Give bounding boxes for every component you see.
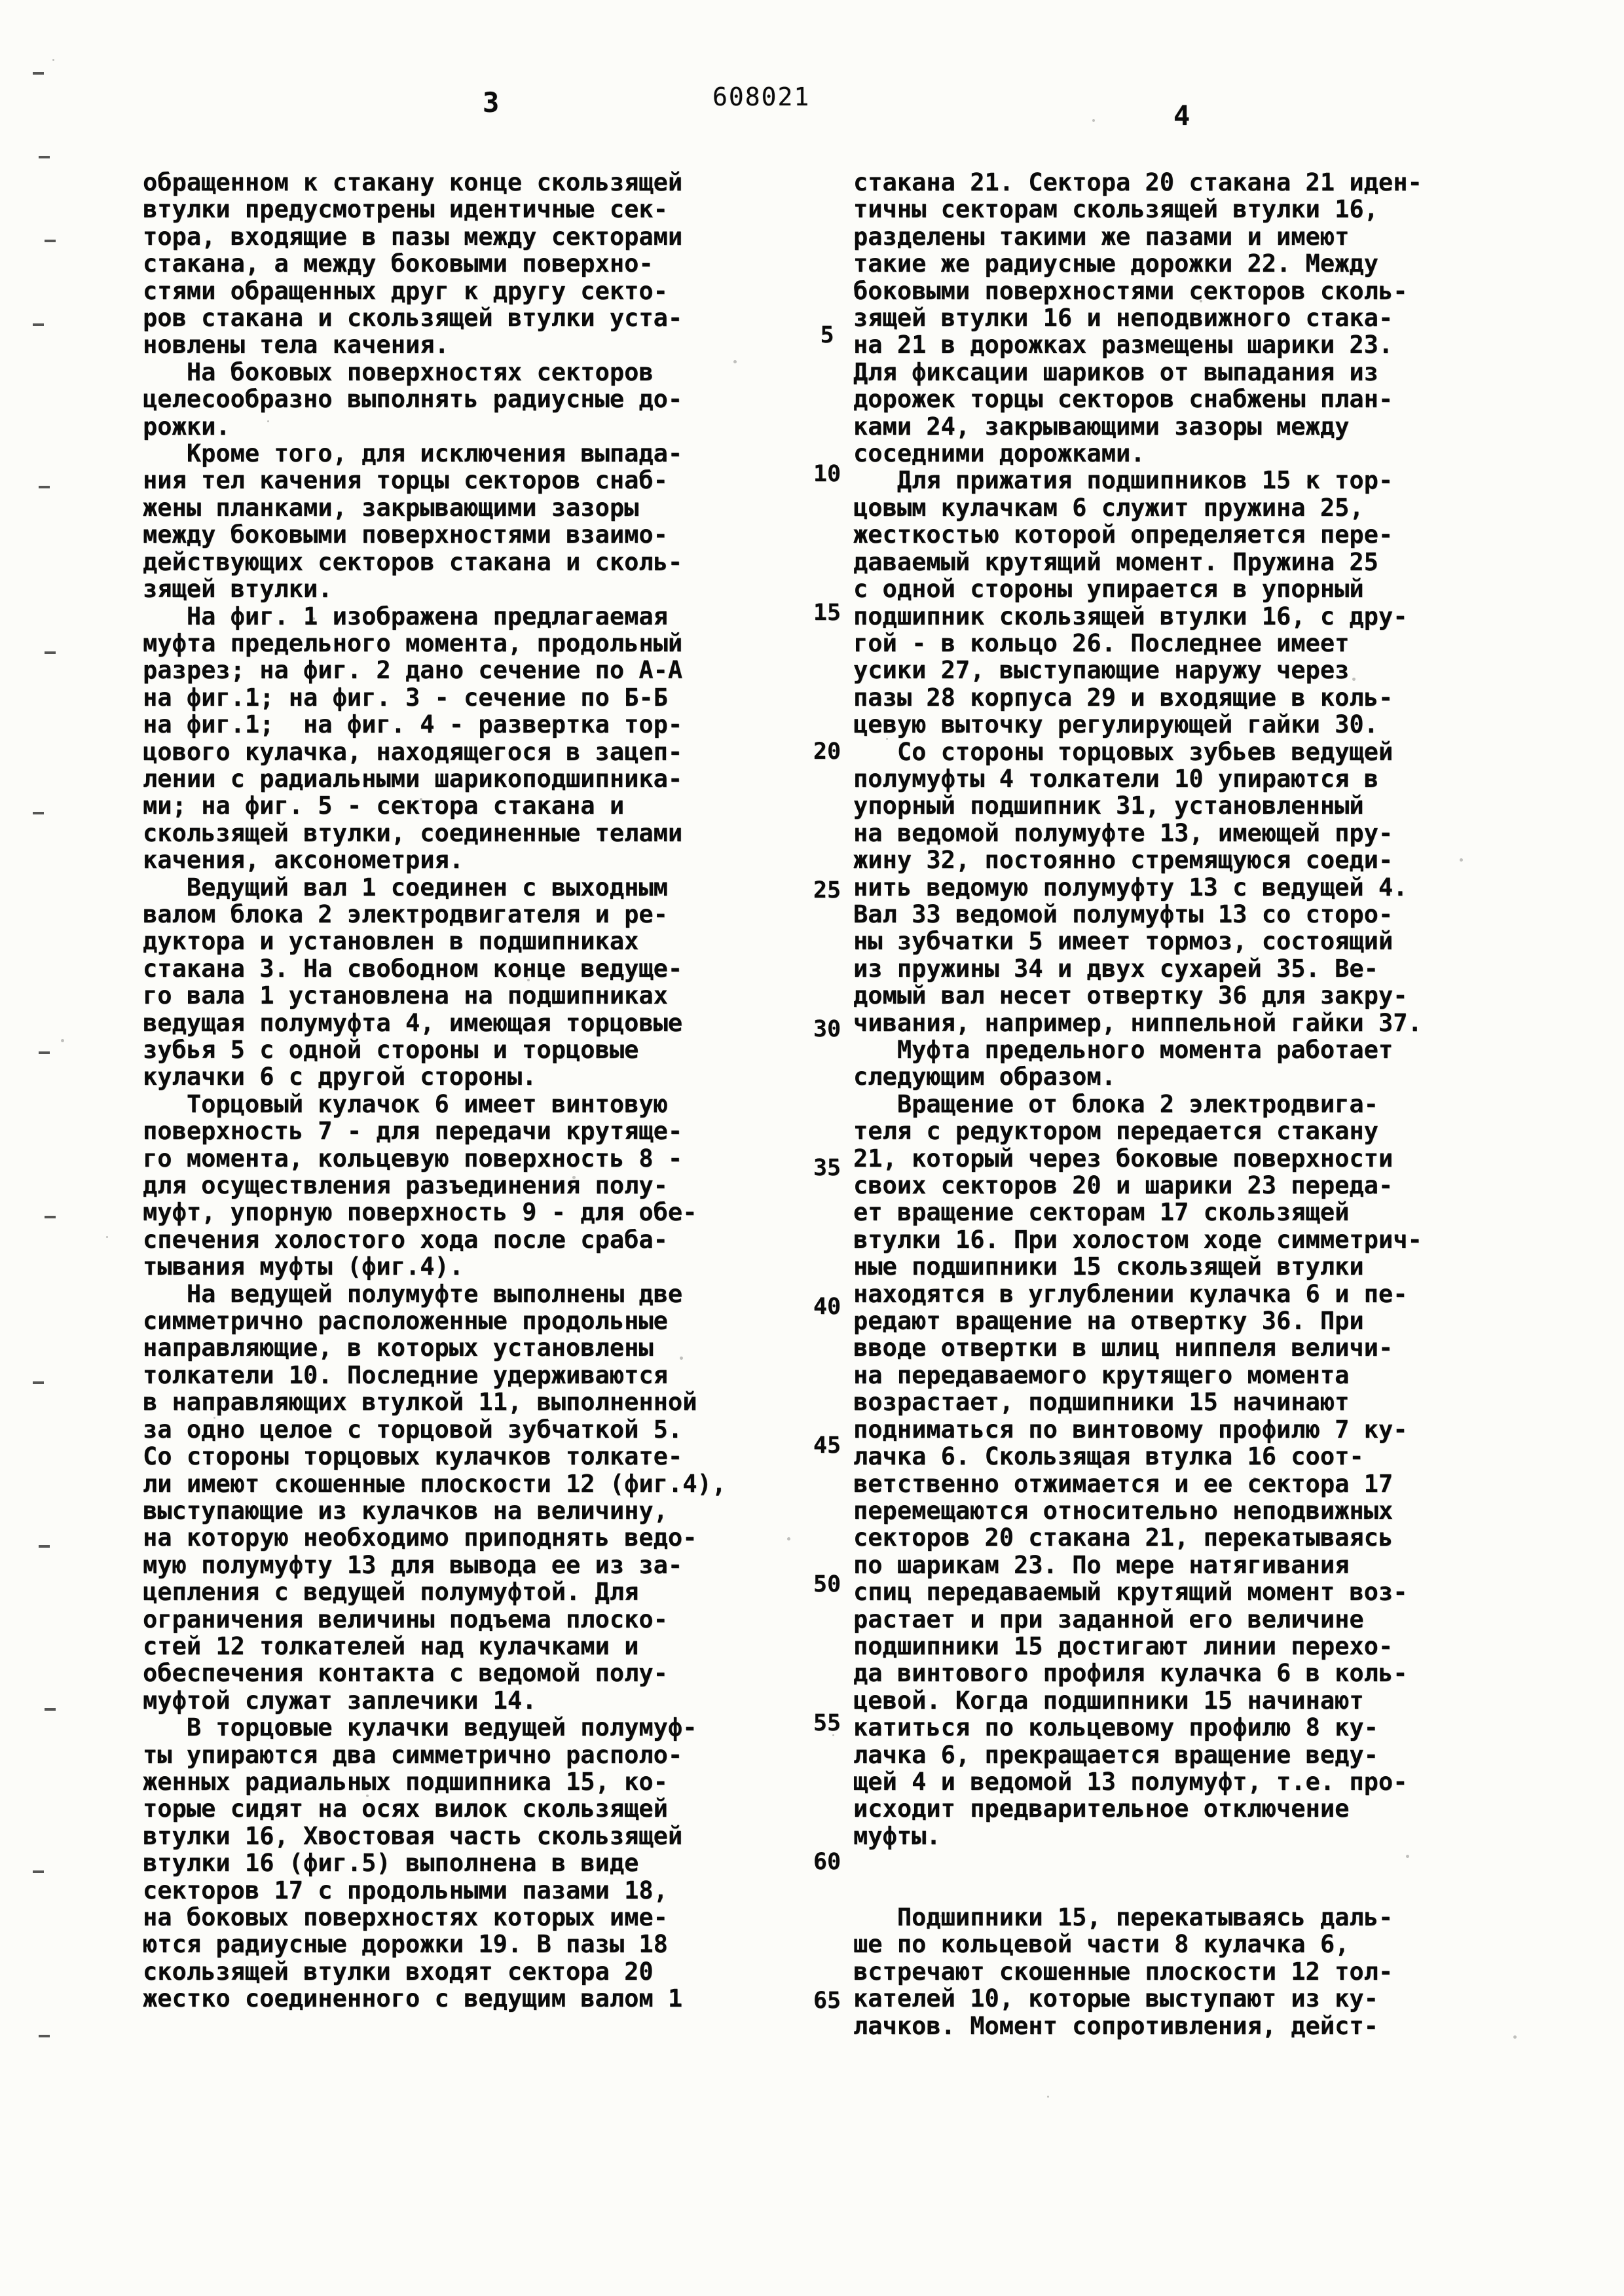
ink-speck bbox=[312, 617, 315, 620]
text-line: чивания, например, ниппельной гайки 37. bbox=[853, 1008, 1422, 1037]
text-line: кателей 10, которые выступают из ку- bbox=[853, 1984, 1378, 2013]
text-line: 21, который через боковые поверхности bbox=[853, 1144, 1393, 1173]
text-line: из пружины 34 и двух сухарей 35. Ве- bbox=[853, 954, 1378, 983]
text-line: перемещаются относительно неподвижных bbox=[853, 1496, 1393, 1525]
text-line: поверхность 7 - для передачи крутяще- bbox=[143, 1117, 683, 1146]
ink-speck bbox=[420, 798, 422, 801]
text-line: жесткостью которой определяется пере- bbox=[853, 520, 1393, 549]
line-number-marker: 5 bbox=[820, 322, 834, 348]
scan-margin-dash bbox=[33, 72, 44, 75]
text-line: на фиг.1; на фиг. 4 - развертка тор- bbox=[143, 710, 683, 739]
ink-speck bbox=[160, 240, 162, 242]
text-line: зящей втулки 16 и неподвижного стака- bbox=[853, 304, 1393, 333]
text-line: на 21 в дорожках размещены шарики 23. bbox=[853, 331, 1393, 359]
text-line: соседними дорожками. bbox=[853, 439, 1145, 468]
text-line: щей 4 и ведомой 13 полумуфт, т.е. про- bbox=[853, 1767, 1408, 1796]
ink-speck bbox=[267, 420, 269, 422]
line-number-marker: 40 bbox=[813, 1294, 841, 1320]
right-text-column bbox=[853, 169, 1515, 2039]
text-line: лении с радиальными шарикоподшипника- bbox=[143, 764, 683, 793]
text-line: рожки. bbox=[143, 412, 231, 441]
text-line: на ведомой полумуфте 13, имеющей пру- bbox=[853, 818, 1393, 847]
text-line: тора, входящие в пазы между секторами bbox=[143, 222, 683, 251]
text-line: ются радиусные дорожки 19. В пазы 18 bbox=[143, 1930, 668, 1959]
ink-speck bbox=[787, 1537, 790, 1540]
text-line: разрез; на фиг. 2 дано сечение по А-А bbox=[143, 656, 683, 685]
text-line: на боковых поверхностях которых име- bbox=[143, 1903, 668, 1931]
line-number-marker: 15 bbox=[813, 600, 841, 626]
scan-margin-dash bbox=[33, 1870, 44, 1873]
line-number-marker: 65 bbox=[813, 1988, 841, 2014]
text-line: скользящей втулки входят сектора 20 bbox=[143, 1957, 654, 1986]
text-line: подшипники 15 достигают линии перехо- bbox=[853, 1631, 1393, 1660]
text-line: цевую выточку регулирующей гайки 30. bbox=[853, 710, 1378, 739]
text-line: валом блока 2 электродвигателя и ре- bbox=[143, 900, 668, 928]
text-line: на которую необходимо приподнять ведо- bbox=[143, 1523, 697, 1552]
text-line: стей 12 толкателей над кулачками и bbox=[143, 1631, 639, 1660]
text-line: Для прижатия подшипников 15 к тор- bbox=[853, 466, 1393, 495]
text-line: направляющие, в которых установлены bbox=[143, 1334, 654, 1362]
scan-margin-dash bbox=[33, 812, 44, 814]
text-line: ет вращение секторам 17 скользящей bbox=[853, 1198, 1350, 1227]
scan-margin-dash bbox=[39, 486, 50, 488]
text-line: Кроме того, для исключения выпада- bbox=[143, 439, 683, 468]
text-line: ны зубчатки 5 имеет тормоз, состоящий bbox=[853, 927, 1393, 956]
scan-margin-dash bbox=[45, 1708, 56, 1711]
ink-speck bbox=[106, 1236, 108, 1238]
scan-margin-dash bbox=[45, 240, 56, 242]
scan-margin-dash bbox=[39, 1051, 50, 1054]
text-line: дуктора и установлен в подшипниках bbox=[143, 927, 639, 956]
text-line: Для фиксации шариков от выпадания из bbox=[853, 357, 1378, 386]
line-number-marker: 50 bbox=[813, 1571, 841, 1597]
text-line: да винтового профиля кулачка 6 в коль- bbox=[853, 1659, 1408, 1688]
text-line: домый вал несет отвертку 36 для закру- bbox=[853, 981, 1408, 1010]
text-line: на передаваемого крутящего момента bbox=[853, 1360, 1350, 1389]
text-line: скользящей втулки, соединенные телами bbox=[143, 818, 683, 847]
text-line: ров стакана и скользящей втулки уста- bbox=[143, 304, 683, 333]
text-line bbox=[853, 1850, 1515, 1876]
text-line: женных радиальных подшипника 15, ко- bbox=[143, 1767, 668, 1796]
ink-speck bbox=[1047, 2096, 1049, 2098]
scan-margin-dash bbox=[45, 1216, 56, 1218]
text-line: обеспечения контакта с ведомой полу- bbox=[143, 1659, 668, 1688]
text-line: подниматься по винтовому профилю 7 ку- bbox=[853, 1415, 1408, 1444]
ink-speck bbox=[213, 1417, 215, 1419]
text-line: цевой. Когда подшипники 15 начинают bbox=[853, 1686, 1364, 1715]
text-line: втулки 16. При холостом ходе симметрич- bbox=[853, 1225, 1422, 1254]
page-number-left: 3 bbox=[483, 86, 500, 118]
ink-speck bbox=[1200, 300, 1202, 302]
scan-margin-dash bbox=[39, 1545, 50, 1548]
ink-speck bbox=[473, 1975, 476, 1978]
text-line: муфтой служат заплечики 14. bbox=[143, 1686, 537, 1715]
text-line: муфт, упорную поверхность 9 - для обе- bbox=[143, 1198, 697, 1227]
text-line: цового кулачка, находящегося в зацеп- bbox=[143, 737, 683, 766]
text-line: спиц передаваемый крутящий момент воз- bbox=[853, 1578, 1408, 1607]
text-line: го вала 1 установлена на подшипниках bbox=[143, 981, 668, 1010]
ink-speck bbox=[626, 179, 629, 183]
text-line: ше по кольцевой части 8 кулачка 6, bbox=[853, 1930, 1350, 1959]
page-number-right: 4 bbox=[1173, 100, 1190, 132]
text-line: выступающие из кулачков на величину, bbox=[143, 1496, 668, 1525]
text-line: Подшипники 15, перекатываясь даль- bbox=[853, 1903, 1393, 1931]
text-line: по шарикам 23. По мере натягивания bbox=[853, 1550, 1350, 1579]
ink-speck bbox=[572, 1176, 576, 1179]
text-line: втулки 16 (фиг.5) выполнена в виде bbox=[143, 1849, 639, 1878]
ink-speck bbox=[886, 738, 888, 740]
text-line: целесообразно выполнять радиусные до- bbox=[143, 385, 683, 414]
ink-speck bbox=[1146, 1296, 1149, 1299]
document-number: 608021 bbox=[712, 82, 811, 111]
text-line: на фиг.1; на фиг. 3 - сечение по Б-Б bbox=[143, 683, 668, 712]
text-line: ты упираются два симметрично располо- bbox=[143, 1740, 683, 1769]
text-line: жестко соединенного с ведущим валом 1 bbox=[143, 1984, 683, 2013]
text-line: Вращение от блока 2 электродвига- bbox=[853, 1089, 1378, 1118]
text-line: ли имеют скошенные плоскости 12 (фиг.4), bbox=[143, 1469, 727, 1498]
ink-speck bbox=[61, 1039, 64, 1042]
text-line: зубья 5 с одной стороны и торцовые bbox=[143, 1036, 639, 1064]
ink-speck bbox=[940, 1915, 942, 1917]
text-line: торые сидят на осях вилок скользящей bbox=[143, 1795, 668, 1823]
text-line: катиться по кольцевому профилю 8 ку- bbox=[853, 1713, 1378, 1742]
ink-speck bbox=[1092, 119, 1095, 122]
text-line: лачков. Момент сопротивления, дейст- bbox=[853, 2011, 1378, 2040]
text-line: Торцовый кулачок 6 имеет винтовую bbox=[143, 1089, 668, 1118]
line-number-marker: 10 bbox=[813, 461, 841, 487]
ink-speck bbox=[1253, 1477, 1256, 1480]
text-line: растает и при заданной его величине bbox=[853, 1605, 1364, 1633]
text-line: цепления с ведущей полумуфтой. Для bbox=[143, 1578, 639, 1607]
ink-speck bbox=[1513, 2035, 1517, 2039]
text-line: исходит предварительное отключение bbox=[853, 1795, 1350, 1823]
text-line: ведущая полумуфта 4, имеющая торцовые bbox=[143, 1008, 683, 1037]
scan-margin-dash bbox=[33, 1381, 44, 1384]
text-line: стакана, а между боковыми поверхно- bbox=[143, 249, 654, 278]
ink-speck bbox=[52, 59, 54, 61]
text-line: редают вращение на отвертку 36. При bbox=[853, 1307, 1364, 1336]
text-line: лачка 6. Скользящая втулка 16 соот- bbox=[853, 1442, 1364, 1471]
text-line: возрастает, подшипники 15 начинают bbox=[853, 1388, 1350, 1417]
text-line: следующим образом. bbox=[853, 1063, 1116, 1091]
text-line: упорный подшипник 31, установленный bbox=[853, 792, 1364, 820]
text-line: гой - в кольцо 26. Последнее имеет bbox=[853, 629, 1350, 657]
text-line: за одно целое с торцовой зубчаткой 5. bbox=[143, 1415, 683, 1444]
line-number-marker: 55 bbox=[813, 1710, 841, 1736]
text-line: мую полумуфту 13 для вывода ее из за- bbox=[143, 1550, 683, 1579]
text-line: Вал 33 ведомой полумуфты 13 со сторо- bbox=[853, 900, 1393, 928]
text-line: даваемый крутящий момент. Пружина 25 bbox=[853, 547, 1378, 576]
text-line: действующих секторов стакана и сколь- bbox=[143, 547, 683, 576]
text-line: спечения холостого хода после сраба- bbox=[143, 1225, 668, 1254]
ink-speck bbox=[1460, 858, 1463, 862]
text-line: ками 24, закрывающими зазоры между bbox=[853, 412, 1350, 441]
ink-speck bbox=[366, 1795, 369, 1797]
text-line: теля с редуктором передается стакану bbox=[853, 1117, 1378, 1146]
text-line: ния тел качения торцы секторов снаб- bbox=[143, 466, 668, 495]
text-line: секторов 17 с продольными пазами 18, bbox=[143, 1876, 668, 1904]
text-line: вводе отвертки в шлиц ниппеля величи- bbox=[853, 1334, 1393, 1362]
text-line: муфта предельного момента, продольный bbox=[143, 629, 683, 657]
text-line: новлены тела качения. bbox=[143, 331, 449, 359]
text-line: в направляющих втулкой 11, выполненной bbox=[143, 1388, 697, 1417]
text-line: лачка 6, прекращается вращение веду- bbox=[853, 1740, 1378, 1769]
text-line: стями обращенных друг к другу секто- bbox=[143, 276, 668, 305]
line-number-marker: 45 bbox=[813, 1432, 841, 1459]
text-line: стакана 21. Сектора 20 стакана 21 иден- bbox=[853, 168, 1422, 196]
text-line: стакана 3. На свободном конце ведуще- bbox=[143, 954, 683, 983]
text-line: В торцовые кулачки ведущей полумуф- bbox=[143, 1713, 697, 1742]
text-line: На боковых поверхностях секторов bbox=[143, 357, 654, 386]
text-line: качения, аксонометрия. bbox=[143, 846, 464, 875]
ink-speck bbox=[680, 1357, 683, 1360]
text-line: полумуфты 4 толкатели 10 упираются в bbox=[853, 764, 1378, 793]
text-line: между боковыми поверхностями взаимо- bbox=[143, 520, 668, 549]
text-line: обращенном к стакану конце скользящей bbox=[143, 168, 683, 196]
line-number-marker: 30 bbox=[813, 1016, 841, 1042]
text-line: цовым кулачкам 6 служит пружина 25, bbox=[853, 493, 1364, 522]
ink-speck bbox=[527, 979, 530, 981]
text-line bbox=[853, 1877, 1515, 1904]
text-line: боковыми поверхностями секторов сколь- bbox=[853, 276, 1408, 305]
text-line: жину 32, постоянно стремящуюся соеди- bbox=[853, 846, 1393, 875]
line-number-marker: 60 bbox=[813, 1849, 841, 1875]
scan-margin-dash bbox=[45, 651, 56, 654]
scan-margin-dash bbox=[39, 156, 50, 158]
text-line: муфты. bbox=[853, 1821, 941, 1850]
ink-speck bbox=[733, 360, 737, 363]
text-line: Со стороны торцовых кулачков толкате- bbox=[143, 1442, 683, 1471]
text-line: го момента, кольцевую поверхность 8 - bbox=[143, 1144, 683, 1173]
text-line: своих секторов 20 и шарики 23 переда- bbox=[853, 1171, 1393, 1200]
text-line: На фиг. 1 изображена предлагаемая bbox=[143, 602, 668, 630]
text-line: тичны секторам скользящей втулки 16, bbox=[853, 195, 1378, 224]
text-line: ветственно отжимается и ее сектора 17 bbox=[853, 1469, 1393, 1498]
text-line: втулки предусмотрены идентичные сек- bbox=[143, 195, 668, 224]
text-line: подшипник скользящей втулки 16, с дру- bbox=[853, 602, 1408, 630]
line-number-marker: 35 bbox=[813, 1155, 841, 1181]
scan-margin-dash bbox=[39, 2035, 50, 2037]
text-line: ми; на фиг. 5 - сектора стакана и bbox=[143, 792, 625, 820]
text-line: зящей втулки. bbox=[143, 575, 333, 604]
line-number-marker: 20 bbox=[813, 738, 841, 765]
text-line: нить ведомую полумуфту 13 с ведущей 4. bbox=[853, 873, 1408, 902]
text-line: усики 27, выступающие наружу через bbox=[853, 656, 1350, 685]
text-line: находятся в углублении кулачка 6 и пе- bbox=[853, 1279, 1408, 1308]
text-line: такие же радиусные дорожки 22. Между bbox=[853, 249, 1378, 278]
text-line: разделены такими же пазами и имеют bbox=[853, 222, 1350, 251]
text-line: Со стороны торцовых зубьев ведущей bbox=[853, 737, 1393, 766]
text-line: Ведущий вал 1 соединен с выходным bbox=[143, 873, 668, 902]
text-line: втулки 16, Хвостовая часть скользящей bbox=[143, 1821, 683, 1850]
text-line: симметрично расположенные продольные bbox=[143, 1307, 668, 1336]
ink-speck bbox=[993, 919, 995, 920]
line-number-marker: 25 bbox=[813, 877, 841, 903]
scan-margin-dash bbox=[33, 323, 44, 326]
ink-speck bbox=[1307, 481, 1310, 483]
text-line: ограничения величины подъема плоско- bbox=[143, 1605, 668, 1633]
text-line: толкатели 10. Последние удерживаются bbox=[143, 1360, 668, 1389]
ink-speck bbox=[1352, 678, 1356, 681]
left-text-column bbox=[143, 169, 804, 2013]
text-line: для осуществления разъединения полу- bbox=[143, 1171, 668, 1200]
text-line: секторов 20 стакана 21, перекатываясь bbox=[853, 1523, 1393, 1552]
text-line: На ведущей полумуфте выполнены две bbox=[143, 1279, 683, 1308]
text-line: Муфта предельного момента работает bbox=[853, 1036, 1393, 1064]
text-line: с одной стороны упирается в упорный bbox=[853, 575, 1364, 604]
ink-speck bbox=[1406, 1855, 1409, 1858]
text-line: ные подшипники 15 скользящей втулки bbox=[853, 1252, 1364, 1281]
text-line: пазы 28 корпуса 29 и входящие в коль- bbox=[853, 683, 1393, 712]
text-line: жены планками, закрывающими зазоры bbox=[143, 493, 639, 522]
ink-speck bbox=[832, 1734, 834, 1736]
text-line: дорожек торцы секторов снабжены план- bbox=[853, 385, 1393, 414]
text-line: встречают скошенные плоскости 12 тол- bbox=[853, 1957, 1393, 1986]
text-line: тывания муфты (фиг.4). bbox=[143, 1252, 464, 1281]
text-line: кулачки 6 с другой стороны. bbox=[143, 1063, 537, 1091]
